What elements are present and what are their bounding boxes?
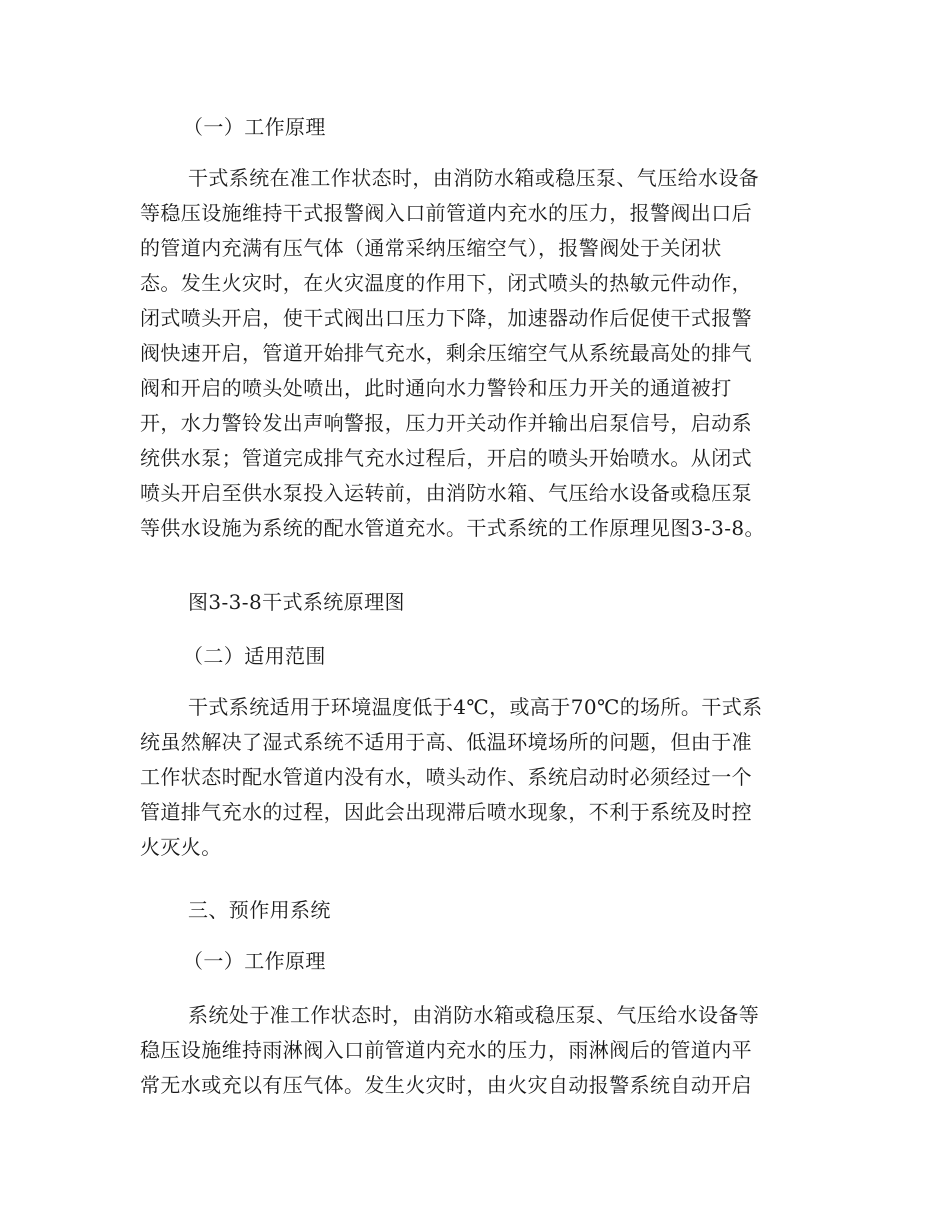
paragraph-line: 喷头开启至供水泵投入运转前，由消防水箱、气压给水设备或稳压泵 (140, 481, 752, 505)
paragraph-line: 干式系统在准工作状态时，由消防水箱或稳压泵、气压给水设备 (188, 166, 760, 190)
heading-working-principle: （一）工作原理 (183, 115, 326, 139)
paragraph-line: 阀和开启的喷头处喷出，此时通向水力警铃和压力开关的通道被打 (140, 376, 732, 400)
paragraph-line: 系统处于准工作状态时，由消防水箱或稳压泵、气压给水设备等 (188, 1003, 760, 1027)
paragraph-line: 火灭火。 (140, 835, 222, 859)
paragraph-line: 统虽然解决了湿式系统不适用于高、低温环境场所的问题，但由于准 (140, 730, 752, 754)
paragraph-line: 干式系统适用于环境温度低于4℃，或高于70℃的场所。干式系 (188, 695, 763, 719)
paragraph-line: 工作状态时配水管道内没有水，喷头动作、系统启动时必须经过一个 (140, 765, 752, 789)
paragraph-line: 稳压设施维持雨淋阀入口前管道内充水的压力，雨淋阀后的管道内平 (140, 1038, 752, 1062)
paragraph-line: 闭式喷头开启，使干式阀出口压力下降，加速器动作后促使干式报警 (140, 306, 752, 330)
paragraph-line: 态。发生火灾时，在火灾温度的作用下，闭式喷头的热敏元件动作， (140, 271, 752, 295)
figure-caption: 图3-3-8干式系统原理图 (188, 590, 405, 614)
heading-scope: （二）适用范围 (183, 644, 326, 668)
paragraph-line: 统供水泵；管道完成排气充水过程后，开启的喷头开始喷水。从闭式 (140, 446, 752, 470)
section-heading-preaction: 三、预作用系统 (188, 898, 331, 922)
paragraph-line: 常无水或充以有压气体。发生火灾时，由火灾自动报警系统自动开启 (140, 1073, 752, 1097)
paragraph-line: 阀快速开启，管道开始排气充水，剩余压缩空气从系统最高处的排气 (140, 341, 752, 365)
heading-working-principle-2: （一）工作原理 (183, 949, 326, 973)
paragraph-line: 开，水力警铃发出声响警报，压力开关动作并输出启泵信号，启动系 (140, 411, 752, 435)
paragraph-line: 管道排气充水的过程，因此会出现滞后喷水现象，不利于系统及时控 (140, 800, 752, 824)
paragraph-line: 等稳压设施维持干式报警阀入口前管道内充水的压力，报警阀出口后 (140, 201, 752, 225)
paragraph-line: 等供水设施为系统的配水管道充水。干式系统的工作原理见图3-3-8。 (140, 516, 765, 540)
paragraph-line: 的管道内充满有压气体（通常采纳压缩空气），报警阀处于关闭状 (140, 236, 722, 260)
